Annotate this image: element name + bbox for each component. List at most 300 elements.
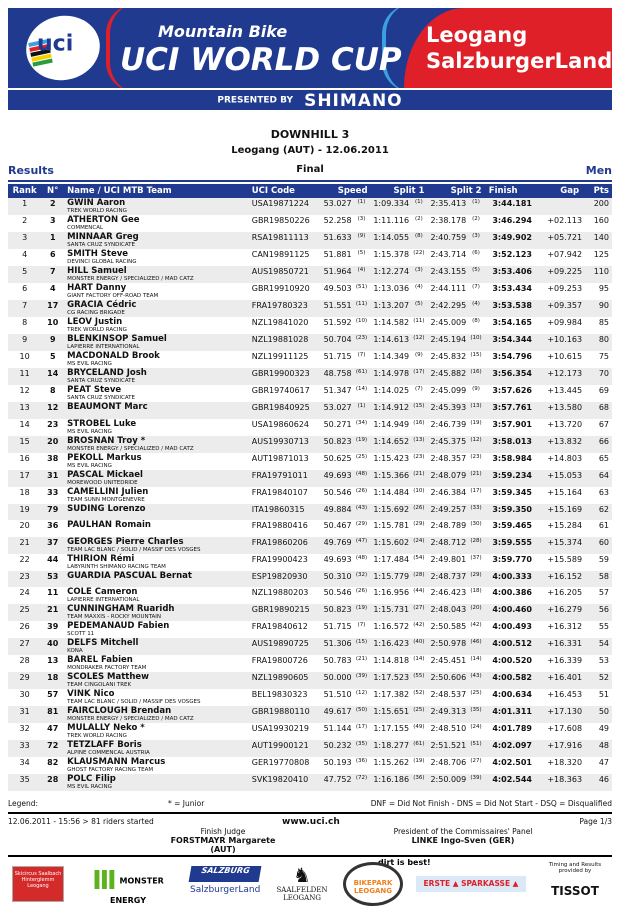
- table-row: [8, 470, 612, 487]
- speed: 51.592: [323, 318, 352, 327]
- uci-code: AUS19890725: [251, 639, 309, 648]
- rider-name: LEOV Justin: [67, 317, 123, 327]
- uci-code: GER19770808: [251, 758, 310, 767]
- rider-name: GEORGES Pierre Charles: [67, 536, 184, 547]
- split2-position: (13): [470, 403, 482, 409]
- split1-position: (28): [413, 571, 425, 578]
- rank: 21: [19, 537, 30, 547]
- speed-position: (35): [355, 741, 368, 747]
- team-name: MS EVIL RACING: [67, 784, 112, 790]
- points: 160: [593, 216, 609, 225]
- split2-position: (16): [470, 369, 482, 375]
- split2: 2:46.384: [430, 487, 467, 497]
- monster-claw-icon: Ⅲ: [92, 866, 117, 896]
- uci-code: NZL19890605: [251, 673, 309, 682]
- rider-cell: [64, 198, 249, 215]
- speed-position: (23): [355, 335, 368, 341]
- footer-url-link[interactable]: www.uci.ch: [282, 817, 340, 827]
- rider-cell: [64, 554, 249, 571]
- finish-time: 3:57.901: [492, 419, 532, 429]
- finish-time: 4:00.333: [492, 571, 532, 581]
- table-row: [8, 334, 612, 351]
- rider-cell: [64, 757, 249, 774]
- split1-position: (55): [413, 673, 425, 679]
- split1: 1:15.378: [373, 250, 410, 259]
- points: 70: [598, 369, 609, 378]
- banner-top: [8, 8, 612, 88]
- divider: [8, 812, 612, 814]
- rider-cell: [64, 774, 249, 791]
- points: 67: [598, 419, 609, 429]
- bib-number: 2: [49, 199, 56, 208]
- bib-number: 12: [47, 403, 59, 412]
- venue-line1: Leogang: [426, 23, 528, 47]
- finish-time: 3:44.181: [492, 199, 532, 208]
- table-row: [8, 604, 612, 621]
- speed: 50.271: [323, 419, 352, 429]
- header-split2: Split 2: [450, 186, 482, 196]
- split2-position: (35): [470, 707, 482, 713]
- table-row: [8, 402, 612, 419]
- bib-number: 47: [47, 724, 59, 733]
- rider-name: BEAUMONT Marc: [67, 402, 148, 412]
- split2-position: (6): [472, 250, 480, 256]
- rider-cell: [64, 470, 249, 487]
- bib-number: 13: [47, 656, 59, 665]
- bib-number: 31: [47, 470, 59, 480]
- uci-logo-text: uci: [37, 31, 74, 57]
- split2-position: (27): [470, 758, 482, 764]
- finish-time: 4:00.520: [492, 656, 532, 665]
- speed: 51.881: [323, 250, 352, 259]
- team-name: MOREWOOD UNITEDRIDE: [67, 479, 138, 486]
- split1: 1:14.949: [373, 419, 410, 429]
- gap: +15.164: [547, 487, 583, 497]
- table-row: [8, 587, 612, 604]
- rider-cell: [64, 249, 249, 266]
- rank: 27: [19, 639, 30, 648]
- team-name: MONDRAKER FACTORY TEAM: [67, 665, 147, 671]
- gap: +15.374: [547, 537, 583, 547]
- table-row: [8, 215, 612, 232]
- split2-position: (20): [470, 605, 482, 611]
- footer: [8, 817, 612, 854]
- split1-position: (44): [413, 588, 425, 594]
- speed-position: (25): [355, 453, 368, 460]
- points: 50: [598, 707, 609, 716]
- finish-judge: [158, 827, 288, 854]
- uci-code: FRA19900423: [251, 554, 308, 564]
- points: 46: [598, 775, 609, 784]
- rank: 29: [19, 673, 30, 682]
- points: 75: [598, 352, 609, 361]
- speed-position: (1): [357, 403, 366, 409]
- rank: 22: [19, 554, 30, 564]
- split1: 1:13.207: [373, 301, 410, 310]
- salzburg-badge: SALZBURG: [189, 866, 262, 882]
- split1-position: (36): [413, 775, 425, 781]
- rider-cell: [64, 300, 249, 317]
- points: 53: [598, 656, 609, 665]
- table-row: [8, 571, 612, 588]
- speed-position: (17): [355, 724, 368, 730]
- speed-position: (51): [355, 284, 368, 290]
- uci-code: FRA19840612: [251, 622, 308, 631]
- split2-position: (24): [470, 724, 482, 730]
- split1-position: (22): [413, 250, 425, 256]
- rider-name: PASCAL Mickael: [67, 469, 143, 480]
- split2: 2:51.521: [430, 741, 467, 750]
- points: 48: [598, 741, 609, 750]
- bib-number: 18: [47, 673, 59, 682]
- team-name: SANTA CRUZ SYNDICATE: [67, 395, 136, 401]
- speed-position: (39): [355, 673, 368, 679]
- gap: +16.312: [547, 622, 583, 631]
- split2: 2:45.009: [430, 318, 467, 327]
- split1: 1:14.055: [373, 233, 410, 242]
- split2-position: (39): [470, 775, 482, 781]
- split1-position: (15): [413, 403, 425, 409]
- rider-cell: [64, 351, 249, 368]
- speed: 47.752: [323, 775, 352, 784]
- rider-cell: [64, 283, 249, 300]
- rider-name: DELFS Mitchell: [67, 638, 139, 648]
- bikepark-leogang-logo: BIKEPARK LEOGANG: [343, 862, 403, 906]
- uci-code: USA19930219: [251, 724, 310, 733]
- skicircus-logo: Skicircus Saalbach Hinterglemm Leogang: [12, 866, 64, 902]
- header-name: Name / UCI MTB Team: [67, 186, 172, 196]
- table-row: [8, 317, 612, 334]
- rank: 8: [22, 318, 28, 327]
- team-name: TREK WORLD RACING: [67, 327, 127, 333]
- split2: 2:48.712: [430, 537, 467, 547]
- speed-position: (29): [355, 521, 368, 527]
- rank: 20: [19, 521, 30, 530]
- bib-number: 4: [49, 284, 56, 293]
- team-name: GIANT FACTORY OFF-ROAD TEAM: [67, 293, 159, 299]
- gap: +13.720: [547, 419, 583, 429]
- bib-number: 40: [47, 639, 59, 648]
- salzburgerland-logo: [190, 866, 260, 902]
- speed-position: (61): [355, 369, 368, 375]
- split1-position: (4): [414, 284, 423, 290]
- saalfelden-leogang-logo: [270, 864, 334, 902]
- speed: 50.625: [323, 453, 352, 463]
- rider-name: VINK Nico: [67, 689, 115, 699]
- banner-subtitle: Mountain Bike: [158, 22, 288, 41]
- speed-position: (26): [355, 588, 368, 594]
- bib-number: 7: [49, 267, 56, 276]
- split1: 1:14.818: [373, 656, 410, 665]
- rider-name: PEKOLL Markus: [67, 452, 142, 463]
- rider-name: TETZLAFF Boris: [67, 740, 142, 750]
- split2: 2:50.606: [430, 673, 467, 682]
- split1-position: (14): [413, 656, 425, 662]
- split2-position: (3): [472, 233, 480, 239]
- split2: 2:50.978: [430, 639, 467, 648]
- rank: 12: [19, 386, 30, 395]
- split1-position: (54): [413, 554, 425, 561]
- team-name: TREK WORLD RACING: [67, 208, 127, 214]
- finish-time: 3:54.344: [492, 335, 532, 344]
- split1-position: (8): [414, 233, 423, 239]
- table-header-row: [8, 184, 612, 198]
- points: 85: [598, 318, 609, 327]
- header-points: Pts: [593, 186, 609, 196]
- finish-time: 3:57.761: [492, 403, 532, 412]
- speed-position: (50): [355, 707, 368, 713]
- rank: 32: [19, 724, 30, 733]
- speed: 50.546: [323, 588, 352, 597]
- event-subtitle: Leogang (AUT) - 12.06.2011: [231, 145, 389, 156]
- rank: 28: [19, 656, 30, 665]
- uci-code: ESP19820930: [251, 571, 308, 581]
- rank: 3: [22, 233, 28, 242]
- team-name: MONSTER ENERGY / SPECIALIZED / MAD CATZ: [67, 716, 194, 722]
- bib-number: 3: [49, 216, 56, 225]
- speed: 49.884: [323, 504, 352, 514]
- split1: 1:14.582: [373, 318, 410, 327]
- bib-number: 20: [47, 436, 59, 446]
- points: 69: [598, 386, 609, 395]
- rider-name: SMITH Steve: [67, 249, 129, 259]
- rider-name: ATHERTON Gee: [67, 215, 140, 225]
- split2-position: (2): [472, 216, 480, 222]
- speed-position: (19): [355, 436, 368, 443]
- split2: 2:50.009: [430, 775, 467, 784]
- split1-position: (10): [413, 487, 425, 494]
- finish-time: 4:00.512: [492, 639, 532, 648]
- split1-position: (42): [413, 622, 425, 628]
- results-rows: [8, 198, 612, 791]
- split2-position: (37): [470, 554, 482, 561]
- rank: 10: [19, 352, 30, 361]
- bib-number: 9: [49, 335, 56, 344]
- uci-code: RSA19811113: [251, 233, 309, 242]
- rider-cell: [64, 587, 249, 604]
- split2: 2:46.739: [430, 419, 467, 429]
- uci-code: GBR19890215: [251, 605, 310, 614]
- split1: 1:16.956: [373, 588, 410, 597]
- finish-time: 3:59.555: [492, 537, 532, 547]
- rider-cell: [64, 266, 249, 283]
- split1: 1:14.912: [373, 403, 410, 412]
- points: 54: [598, 639, 609, 648]
- speed: 51.715: [323, 352, 352, 361]
- speed: 53.027: [323, 199, 352, 208]
- speed-position: (10): [355, 318, 368, 324]
- finish-time: 3:54.165: [492, 318, 532, 327]
- points: 51: [598, 690, 609, 699]
- points: 62: [598, 504, 609, 514]
- uci-code: FRA19791011: [251, 470, 308, 480]
- split1-position: (29): [413, 521, 425, 527]
- monster-text: MONSTER ENERGY: [110, 876, 164, 905]
- bib-number: 10: [47, 318, 59, 327]
- gap: +14.803: [547, 453, 583, 463]
- split1: 1:16.186: [373, 775, 410, 784]
- team-name: TEAM SUNN MONTGENEVRE: [67, 496, 145, 503]
- rank: 26: [19, 622, 30, 631]
- bib-number: 72: [47, 741, 59, 750]
- gap: +09.984: [547, 318, 583, 327]
- gap: [535, 198, 585, 215]
- table-row: [8, 638, 612, 655]
- uci-code: NZL19841020: [251, 318, 309, 327]
- tissot-text: TISSOT: [551, 884, 599, 898]
- speed: 52.258: [323, 216, 352, 225]
- speed-position: (4): [357, 267, 366, 273]
- finish-time: 3:53.434: [492, 284, 532, 293]
- table-row: [8, 368, 612, 385]
- rider-name: GRACIA Cédric: [67, 300, 137, 310]
- split2: 2:49.257: [430, 504, 467, 514]
- split2-position: (33): [470, 504, 482, 511]
- speed-position: (47): [355, 537, 368, 544]
- split1: 1:17.155: [373, 724, 410, 733]
- uci-code: ITA19860315: [251, 504, 305, 514]
- rider-cell: [64, 215, 249, 232]
- finish-time: 4:01.311: [492, 707, 532, 716]
- rank: 34: [19, 758, 30, 767]
- finish-time: 3:56.354: [492, 369, 532, 378]
- split1: 1:15.731: [373, 605, 410, 614]
- split1: 1:18.277: [373, 741, 410, 750]
- split1: 1:15.423: [373, 453, 410, 463]
- bib-number: 81: [47, 707, 59, 716]
- points: 90: [598, 301, 609, 310]
- speed-position: (32): [355, 571, 368, 578]
- table-row: [8, 283, 612, 300]
- rank: 33: [19, 741, 30, 750]
- bib-number: 14: [47, 369, 59, 378]
- footer-date-info: 12.06.2011 - 15:56 > 81 riders started: [8, 817, 154, 826]
- finish-time: 3:59.770: [492, 554, 532, 564]
- speed-position: (48): [355, 470, 368, 477]
- rider-name: MACDONALD Brook: [67, 351, 160, 361]
- lion-head-icon: ♞: [293, 863, 311, 887]
- gap: +13.445: [547, 386, 583, 395]
- split1-position: (5): [414, 301, 423, 307]
- split1: 1:14.652: [373, 436, 410, 446]
- uci-code: NZL19880203: [251, 588, 309, 597]
- rider-name: HILL Samuel: [67, 266, 127, 276]
- speed-position: (48): [355, 554, 368, 561]
- rider-name: STROBEL Luke: [67, 418, 137, 429]
- gap: +17.608: [547, 724, 583, 733]
- event-banner: [8, 8, 612, 110]
- team-name: MS EVIL RACING: [67, 462, 112, 469]
- split2-position: (7): [472, 284, 480, 290]
- finish-time: 3:58.984: [492, 453, 532, 463]
- gap: +16.331: [547, 639, 583, 648]
- split2: 2:45.451: [430, 656, 467, 665]
- legend-junior: * = Junior: [168, 799, 205, 808]
- rider-name: CAMELLINI Julien: [67, 486, 149, 497]
- points: 61: [598, 521, 609, 530]
- table-row: [8, 672, 612, 689]
- speed: 51.510: [323, 690, 352, 699]
- gap: +10.163: [547, 335, 583, 344]
- gap: +18.363: [547, 775, 583, 784]
- table-row: [8, 689, 612, 706]
- speed: 50.704: [323, 335, 352, 344]
- bib-number: 17: [47, 301, 59, 310]
- uci-code: GBR19850226: [251, 216, 310, 225]
- split2: 2:48.079: [430, 470, 467, 480]
- bib-number: 28: [47, 775, 59, 784]
- rider-cell: [64, 638, 249, 655]
- split2: 2:42.295: [430, 301, 467, 310]
- split1: 1:15.366: [373, 470, 410, 480]
- speed: 50.467: [323, 521, 352, 530]
- split2: 2:45.393: [430, 403, 467, 412]
- team-name: LABYRINTH SHIMANO RACING TEAM: [67, 563, 166, 570]
- points: 52: [598, 673, 609, 682]
- gap: +09.225: [547, 267, 583, 276]
- table-row: [8, 266, 612, 283]
- team-name: LAPIERRE INTERNATIONAL: [67, 344, 140, 350]
- split1: 1:15.651: [373, 707, 410, 716]
- split2: 2:43.714: [430, 250, 467, 259]
- points: 58: [598, 571, 609, 581]
- rider-name: MINNAAR Greg: [67, 232, 139, 242]
- speed: 51.715: [323, 622, 352, 631]
- split1: 1:11.116: [373, 216, 410, 225]
- finish-time: 3:59.465: [492, 521, 532, 530]
- team-name: ALPINE COMMENCAL AUSTRIA: [67, 750, 150, 756]
- rider-cell: [64, 537, 249, 554]
- speed: 51.964: [323, 267, 352, 276]
- split1: 1:16.423: [373, 639, 410, 648]
- split2: 2:43.155: [430, 267, 467, 276]
- gap: +16.453: [547, 690, 583, 699]
- speed: 49.503: [323, 284, 352, 293]
- team-name: MS EVIL RACING: [67, 428, 112, 435]
- gap: +13.832: [547, 436, 583, 446]
- table-row: [8, 621, 612, 638]
- rider-name: CUNNINGHAM Ruaridh: [67, 604, 175, 614]
- banner-presented-by: [8, 90, 612, 110]
- speed: 50.546: [323, 487, 352, 497]
- split2-position: (9): [472, 386, 480, 392]
- finish-time: 3:52.123: [492, 250, 532, 259]
- split2: 2:48.537: [430, 690, 467, 699]
- finish-time: 4:01.789: [492, 724, 532, 733]
- split1: 1:12.274: [373, 267, 410, 276]
- rider-cell: [64, 689, 249, 706]
- rider-name: GWIN Aaron: [67, 198, 126, 208]
- speed: 49.617: [323, 707, 352, 716]
- speed: 49.769: [323, 537, 352, 547]
- table-row: [8, 520, 612, 537]
- finish-time: 3:49.902: [492, 233, 532, 242]
- speed-position: (36): [355, 758, 368, 764]
- split1-position: (21): [413, 470, 425, 477]
- finish-time: 3:46.294: [492, 216, 532, 225]
- rider-cell: [64, 672, 249, 689]
- dirt-is-best-text: dirt is best!: [378, 858, 431, 867]
- split1: 1:17.523: [373, 673, 410, 682]
- bib-number: 23: [47, 419, 59, 429]
- team-name: MONSTER ENERGY / SPECIALIZED / MAD CATZ: [67, 276, 194, 282]
- salzburg-text: SalzburgerLand: [190, 885, 261, 895]
- split2: 2:48.357: [430, 453, 467, 463]
- uci-code: NZL19881028: [251, 335, 309, 344]
- split1-position: (19): [413, 758, 425, 764]
- gap: +15.589: [547, 554, 583, 564]
- points: 59: [598, 554, 609, 564]
